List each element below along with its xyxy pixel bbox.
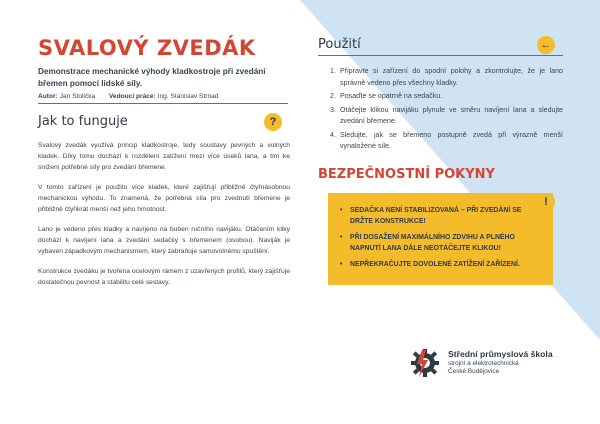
school-logo [410,347,570,387]
supervisor-name: Ing. Stanislav Strnad [157,93,219,100]
supervisor-label: Vedoucí práce: [108,93,156,100]
page-title: SVALOVÝ ZVEDÁK [38,36,256,60]
usage-step [330,105,563,128]
gear-bolt-logo-icon [410,347,440,379]
how-it-works-title: Jak to funguje [38,114,128,129]
how-it-works-header [38,113,290,135]
safety-item-text: PŘI DOSAŽENÍ MAXIMÁLNÍHO ZDVIHU A PLNÉHO NAPNUTÍ LANA DÁLE NEOTÁČEJTE KLIKOU! [350,233,515,252]
safety-title: BEZPEČNOSTNÍ POKYNY [318,166,495,182]
usage-title: Použití [318,37,361,52]
title-divider [38,103,288,104]
safety-item [340,232,541,254]
how-paragraph-1: Svalový zvedák využívá princip kladkostroje, tedy soustavy pevných a volných kladek. Díky tomu dochází k rozdělení zatížení mezi více úseků lana, a tím ke snížení potřebné síly pro zvedání břemene. [38,142,290,171]
school-text [448,349,553,376]
usage-header [318,36,563,56]
how-paragraph-4: Konstrukce zvedáku je tvořena ocelovým rámem z uzavřených profilů, který zajišťuje dostatečnou pevnost a stabilitu celé sestavy. [38,268,290,286]
safety-box [328,193,553,285]
step-text: Posaďte se opatrně na sedačku. [340,92,443,100]
safety-item-text: NEPŘEKRAČUJTE DOVOLENÉ ZATÍŽENÍ ZAŘÍZENÍ. [350,260,520,268]
usage-step [330,66,563,89]
step-text: Otáčejte klikou navijáku plynule ve směru navíjení lana a sledujte zvedání břemene. [340,105,563,125]
usage-step [330,130,563,153]
how-paragraph-2: V tomto zařízení je použito více kladek, které zajišťují přibližně čtyřnásobnou mechanickou výhodu. To znamená, že potřebná síla pro zvednutí břemene je přibližně čtyřikrát menší než jeho hmotnost. [38,184,290,213]
step-text: Připravte si zařízení do spodní polohy a zkontrolujte, že je lano správně vedeno přes všechny kladky. [340,67,563,87]
school-name: Střední průmyslová škola [448,349,553,359]
step-number: 4. [330,130,336,139]
bullet: • [340,233,343,241]
usage-steps [318,66,563,153]
exclamation-icon: ! [537,193,555,211]
safety-item-text: SEDAČKA NENÍ STABILIZOVANÁ – PŘI ZVEDÁNÍ SE DRŽTE KONSTRUKCE! [350,206,522,225]
arrow-left-icon: ← [537,36,555,54]
subtitle: Demonstrace mechanické výhody kladkostroje při zvedání břemen pomocí lidské síly. [38,67,266,88]
usage-step [330,91,563,103]
how-it-works-body [38,140,290,288]
step-text: Sledujte, jak se břemeno postupně zvedá při výrazně menší vynaložené síle. [340,130,563,150]
left-column [38,36,290,288]
how-paragraph-3: Lano je vedeno přes kladky a navíjeno na buben ručního navijáku. Otáčením kliky dochází k navíjení lana a zvedání sedačky s břemenem (osobou). Naviják je vybaven západkovým mechanismem, který zabraňuje samovolnému spuštění. [38,226,290,255]
step-number: 3. [330,105,336,114]
safety-item [340,205,541,227]
right-column [318,36,563,285]
safety-item [340,259,541,270]
school-subline-2: České Budějovice [448,368,500,375]
step-number: 1. [330,67,336,75]
question-icon: ? [264,113,282,131]
step-number: 2. [330,92,336,100]
authors-line [38,93,290,100]
author-name: Jan Stolička [59,93,96,100]
bullet: • [340,206,343,214]
author-label: Autor: [38,93,58,100]
school-subline-1: strojní a elektrotechnická [448,360,519,367]
bullet: • [340,260,343,268]
